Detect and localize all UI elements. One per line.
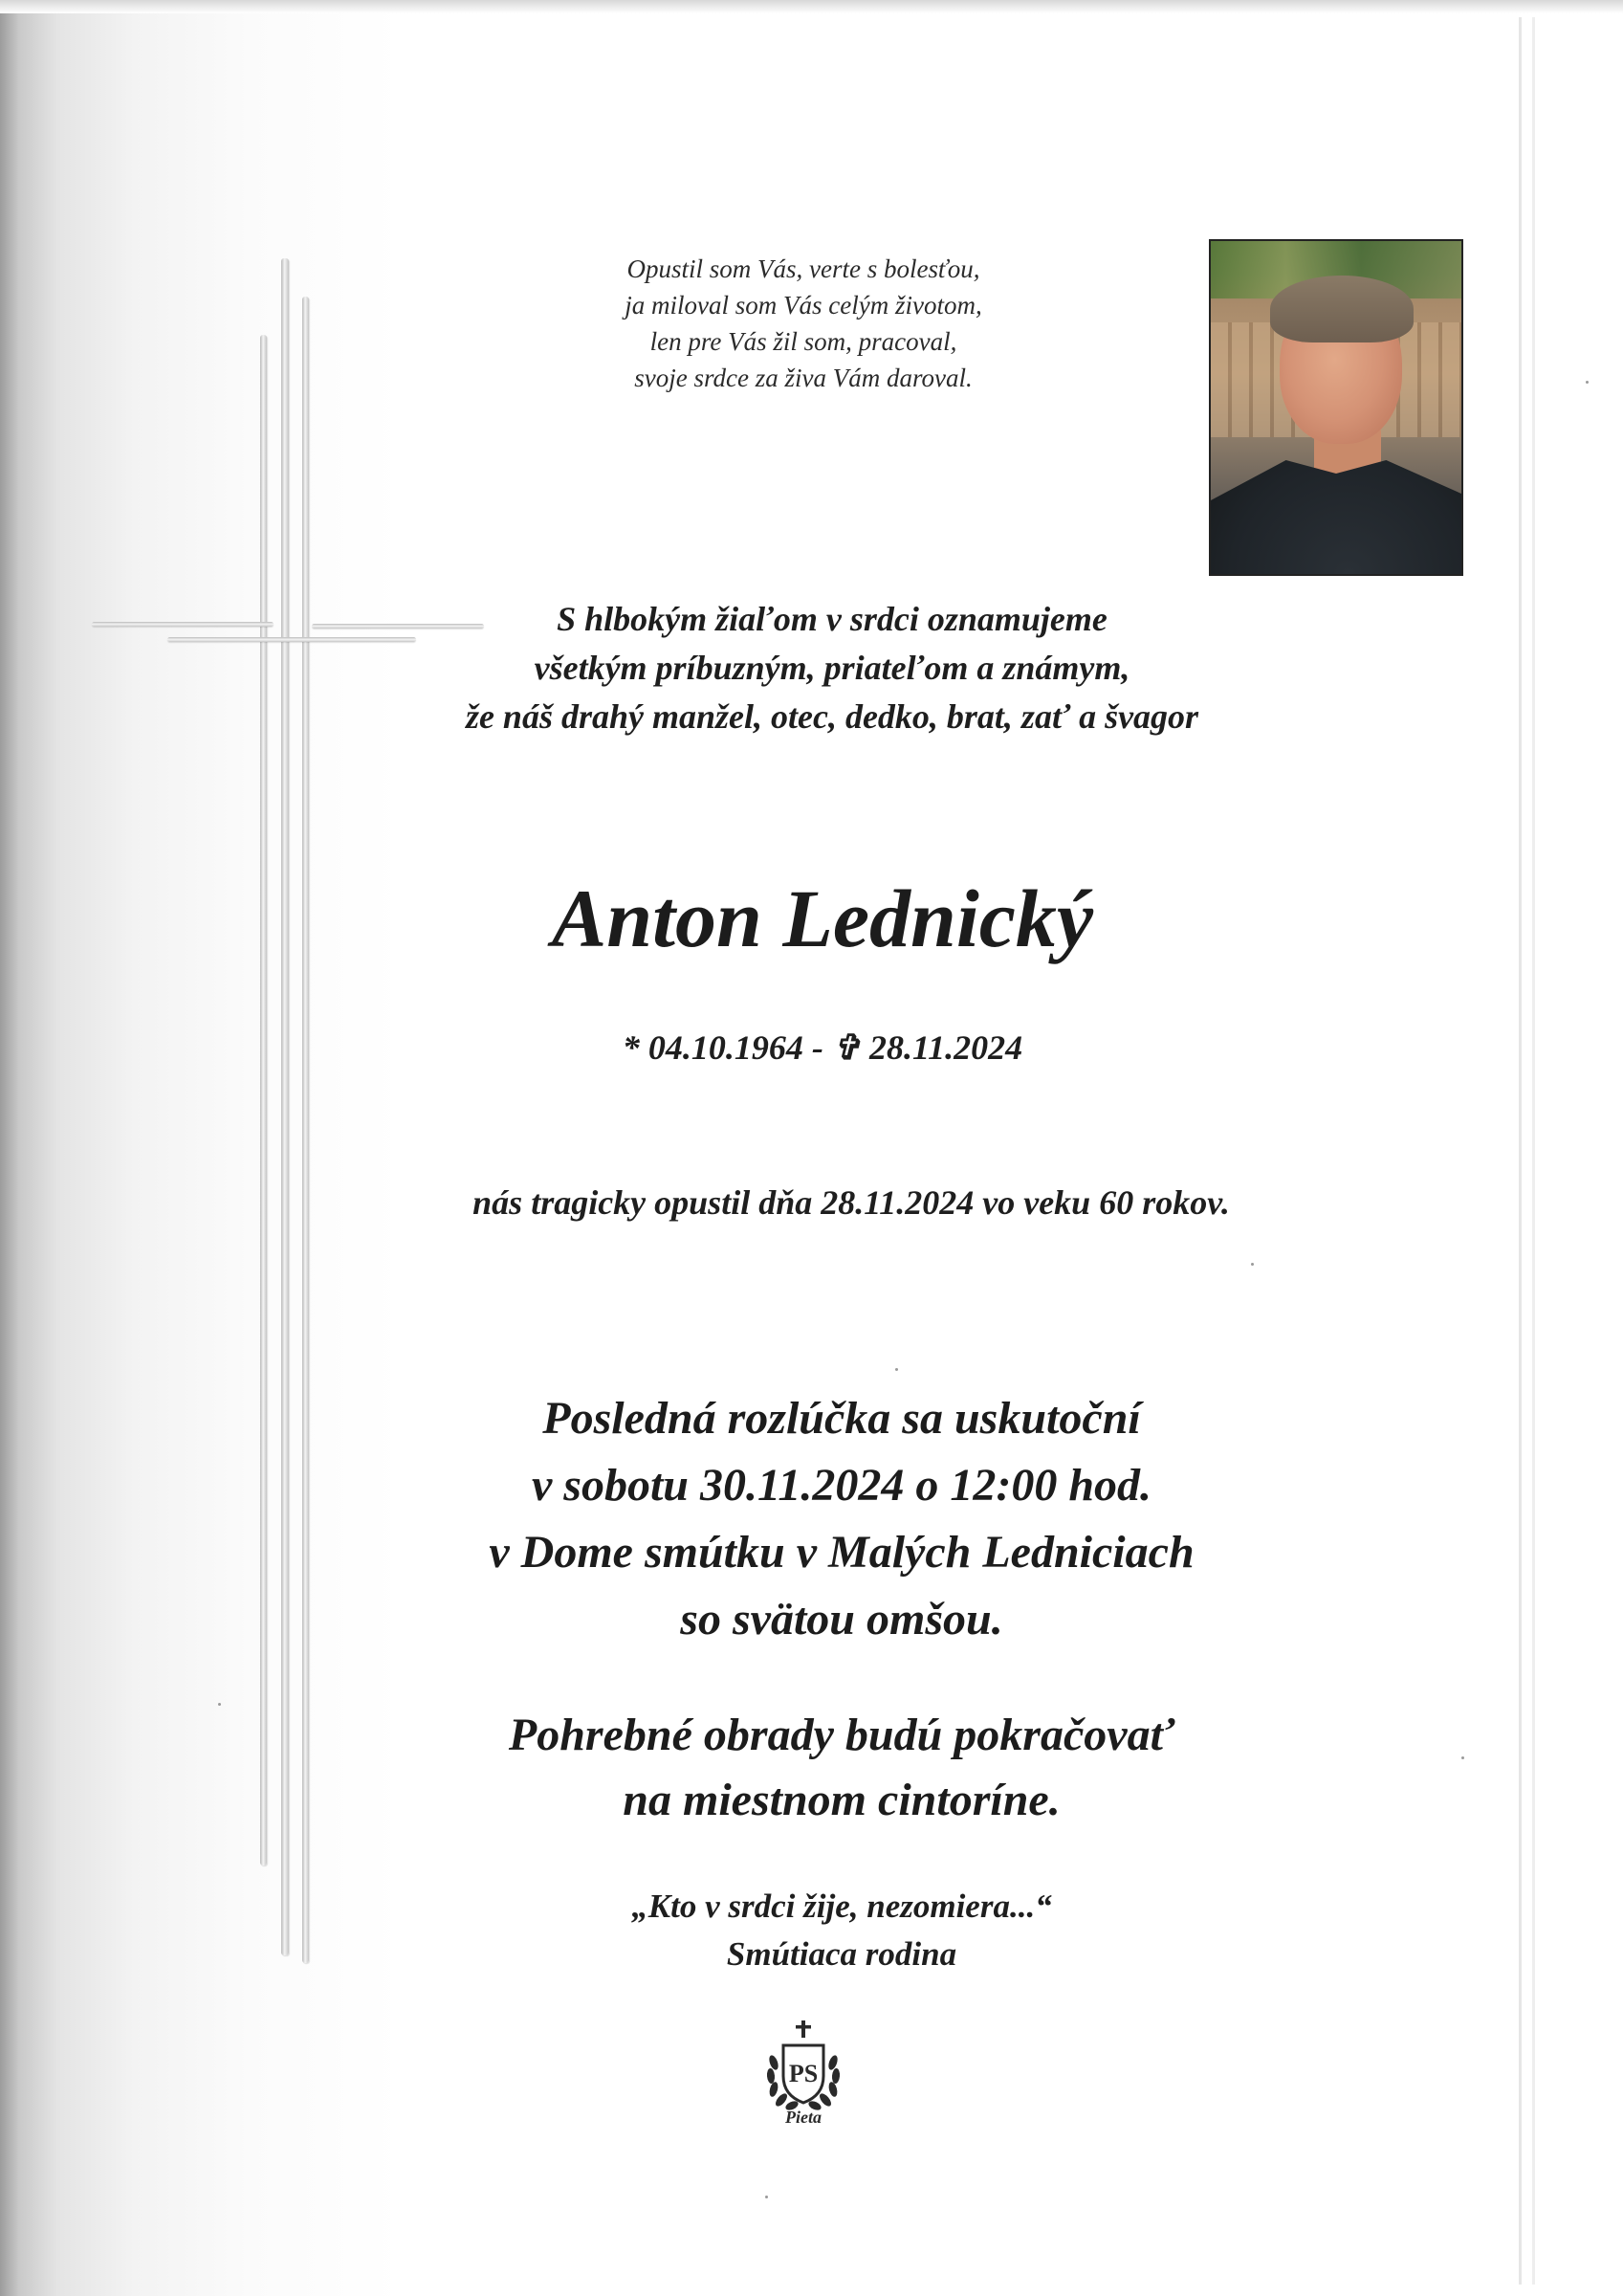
burial-line: Pohrebné obrady budú pokračovať bbox=[508, 1710, 1175, 1760]
closing-quote: „Kto v srdci žije, nezomiera...“ bbox=[631, 1888, 1052, 1925]
logo-caption: Pieta bbox=[785, 2108, 822, 2127]
poem-line: len pre Vás žil som, pracoval, bbox=[649, 327, 957, 356]
poem-line: ja miloval som Vás celým životom, bbox=[625, 291, 982, 320]
page-edge-line bbox=[1532, 17, 1535, 2285]
portrait-photo bbox=[1209, 239, 1463, 576]
burial-details bbox=[316, 1703, 1368, 1833]
burial-line: na miestnom cintoríne. bbox=[623, 1775, 1061, 1825]
scan-speck bbox=[1251, 1263, 1254, 1266]
farewell-line: v Dome smútku v Malých Ledniciach bbox=[489, 1527, 1195, 1578]
announcement bbox=[402, 595, 1262, 741]
announcement-line: že náš drahý manžel, otec, dedko, brat, zať a švagor bbox=[465, 697, 1199, 736]
scan-speck bbox=[895, 1368, 898, 1371]
farewell-details bbox=[316, 1385, 1368, 1653]
farewell-line: v sobotu 30.11.2024 o 12:00 hod. bbox=[531, 1460, 1152, 1511]
life-dates: * 04.10.1964 - ✞ 28.11.2024 bbox=[622, 1028, 1023, 1067]
farewell-line: Posledná rozlúčka sa uskutoční bbox=[542, 1393, 1141, 1444]
farewell-line: so svätou omšou. bbox=[680, 1594, 1003, 1645]
logo-monogram: PS bbox=[788, 2060, 819, 2087]
scan-speck bbox=[218, 1703, 221, 1706]
announcement-line: S hlbokým žiaľom v srdci oznamujeme bbox=[557, 600, 1108, 638]
closing-signature: Smútiaca rodina bbox=[726, 1935, 957, 1973]
closing bbox=[459, 1883, 1224, 1978]
scan-speck bbox=[1586, 381, 1589, 384]
page-edge-line bbox=[1519, 17, 1522, 2285]
top-edge-shadow bbox=[0, 0, 1623, 13]
passing-note: nás tragicky opustil dňa 28.11.2024 vo veku 60 rokov. bbox=[472, 1183, 1230, 1222]
poem bbox=[497, 251, 1109, 396]
deceased-name: Anton Lednický bbox=[551, 872, 1094, 964]
announcement-line: všetkým príbuzným, priateľom a známym, bbox=[534, 649, 1130, 687]
scan-speck bbox=[1461, 1756, 1464, 1759]
poem-line: svoje srdce za živa Vám daroval. bbox=[634, 364, 973, 392]
poem-line: Opustil som Vás, verte s bolesťou, bbox=[626, 254, 980, 283]
scan-speck bbox=[765, 2196, 768, 2198]
